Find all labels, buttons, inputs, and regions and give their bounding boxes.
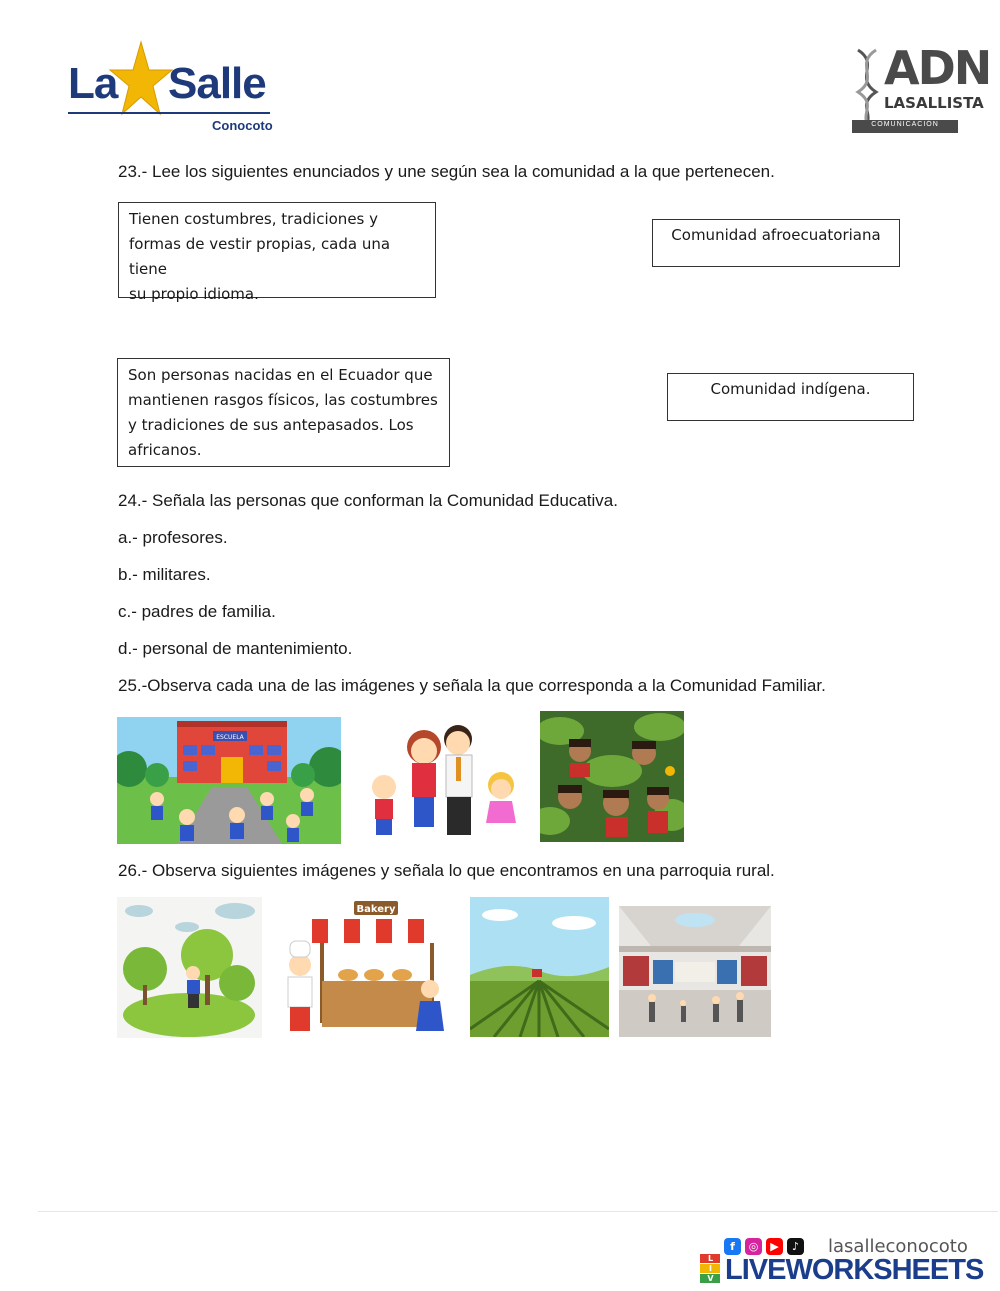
statement-line: Son personas nacidas en el Ecuador que (128, 366, 433, 384)
bakery-sign-text: Bakery (356, 904, 396, 915)
statement-line: y tradiciones de sus antepasados. Los (128, 416, 414, 434)
q23-answer-afroecuatoriana[interactable]: Comunidad afroecuatoriana (652, 219, 900, 267)
q23-statement-2[interactable] (117, 358, 450, 467)
lasalle-logo (66, 40, 276, 136)
adn-tag: COMUNICACIÓN (871, 121, 939, 128)
live-letter: L (700, 1254, 720, 1263)
statement-line: formas de vestir propias, cada una tiene (129, 235, 391, 278)
adn-title: ADN (884, 41, 991, 95)
statement-line: mantienen rasgos físicos, las costumbres (128, 391, 438, 409)
q26-prompt: 26.- Observa siguientes imágenes y señala lo que encontramos en una parroquia rural. (118, 861, 775, 880)
live-badge (700, 1254, 722, 1284)
adn-logo (850, 41, 991, 136)
liveworksheets-text: LIVEWORKSHEETS (725, 1254, 984, 1286)
q24-option-b[interactable]: b.- militares. (118, 565, 211, 584)
school-sign-text: ESCUELA (216, 734, 244, 741)
crop-field-image[interactable] (470, 897, 609, 1037)
tiktok-icon[interactable]: ♪ (787, 1238, 804, 1255)
statement-line: Tienen costumbres, tradiciones y (129, 210, 379, 228)
shopping-mall-image[interactable] (619, 906, 771, 1037)
school-community-image[interactable] (117, 717, 341, 844)
q25-prompt: 25.-Observa cada una de las imágenes y señala la que corresponda a la Comunidad Familiar. (118, 676, 826, 695)
star-icon (108, 40, 174, 120)
family-image[interactable] (358, 717, 523, 844)
q24-option-d[interactable]: d.- personal de mantenimiento. (118, 639, 353, 658)
live-letter: I (700, 1264, 720, 1273)
bakery-image[interactable] (278, 897, 452, 1038)
live-letter: V (700, 1274, 720, 1283)
logo-word-salle: Salle (168, 59, 266, 108)
q24-option-a[interactable]: a.- profesores. (118, 528, 228, 547)
liveworksheets-brand[interactable] (700, 1254, 983, 1287)
statement-line: africanos. (128, 441, 202, 459)
logo-word-la: La (68, 59, 118, 108)
q24-prompt: 24.- Señala las personas que conforman la Comunidad Educativa. (118, 491, 618, 510)
q24-option-c[interactable]: c.- padres de familia. (118, 602, 276, 621)
footer-divider (38, 1211, 998, 1212)
adn-subtitle: LASALLISTA (884, 94, 984, 112)
park-image[interactable] (117, 897, 262, 1038)
youtube-icon[interactable]: ▶ (766, 1238, 783, 1255)
logo-subtitle: Conocoto (212, 118, 273, 133)
facebook-icon[interactable]: f (724, 1238, 741, 1255)
q23-answer-indigena[interactable]: Comunidad indígena. (667, 373, 914, 421)
q23-statement-1[interactable] (118, 202, 436, 303)
q23-prompt: 23.- Lee los siguientes enunciados y une según sea la comunidad a la que pertenecen. (118, 162, 775, 181)
social-handle[interactable]: lasalleconocoto (828, 1236, 968, 1257)
instagram-icon[interactable]: ◎ (745, 1238, 762, 1255)
statement-line: su propio idioma. (129, 285, 259, 303)
logo-rule (68, 112, 270, 114)
indigenous-community-image[interactable] (540, 711, 684, 842)
